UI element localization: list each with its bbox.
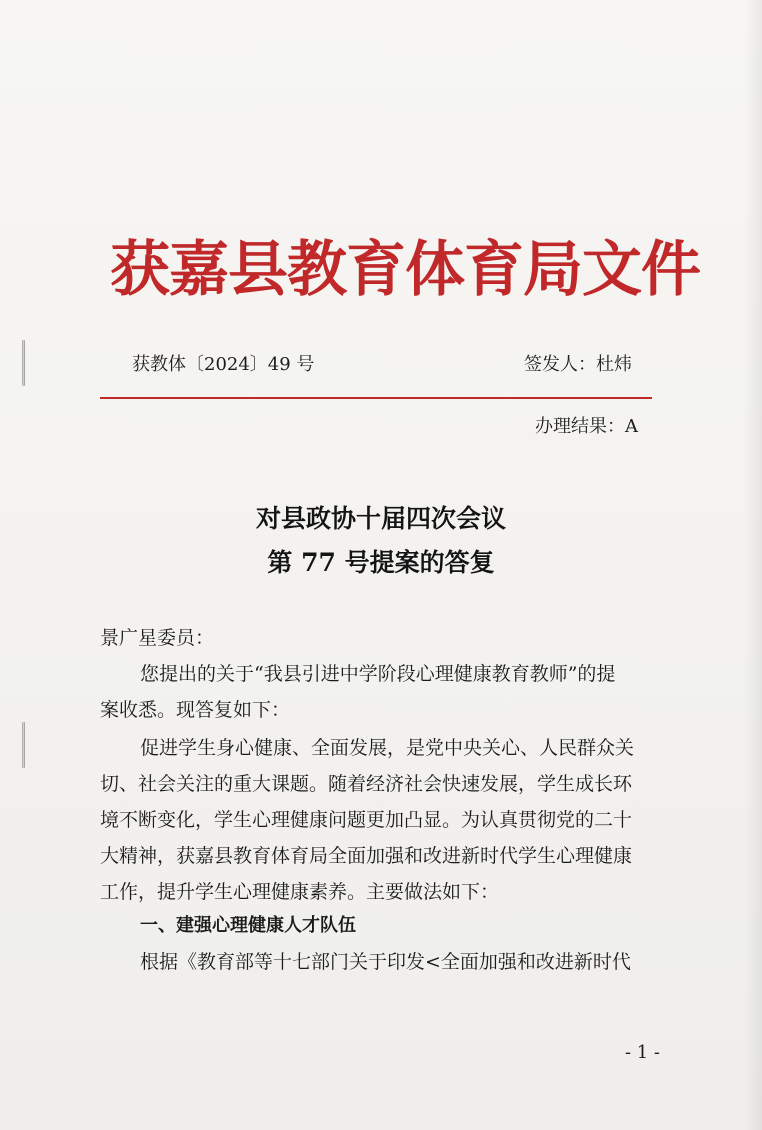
issuer-signatory: 签发人：杜炜 [524, 354, 632, 375]
reply-title-line-2: 第 77 号提案的答复 [267, 548, 495, 577]
header-red-rule [100, 397, 652, 399]
salutation: 景广星委员： [100, 627, 215, 649]
body-line: 根据《教育部等十七部门关于印发<全面加强和改进新时代 [140, 951, 631, 973]
org-header-title: 获嘉县教育体育局文件 [110, 235, 700, 305]
body-line: 工作，提升学生心理健康素养。主要做法如下： [100, 881, 500, 903]
body-line: 促进学生身心健康、全面发展，是党中央关心、人民群众关 [140, 737, 635, 759]
body-line: 大精神，获嘉县教育体育局全面加强和改进新时代学生心理健康 [100, 845, 633, 867]
page-number: - 1 - [624, 1042, 660, 1063]
section-heading: 一、建强心理健康人才队伍 [140, 915, 356, 936]
staple-top [22, 340, 25, 386]
staple-bottom [22, 722, 25, 768]
document-number: 获教体〔2024〕49 号 [132, 354, 315, 375]
body-line: 案收悉。现答复如下： [100, 699, 291, 721]
handling-result: 办理结果：A [535, 416, 638, 437]
body-line: 您提出的关于“我县引进中学阶段心理健康教育教师”的提 [140, 663, 616, 685]
body-line: 境不断变化，学生心理健康问题更加凸显。为认真贯彻党的二十 [100, 809, 633, 831]
reply-title-line-1: 对县政协十届四次会议 [255, 504, 506, 533]
body-line: 切、社会关注的重大课题。随着经济社会快速发展，学生成长环 [100, 773, 633, 795]
